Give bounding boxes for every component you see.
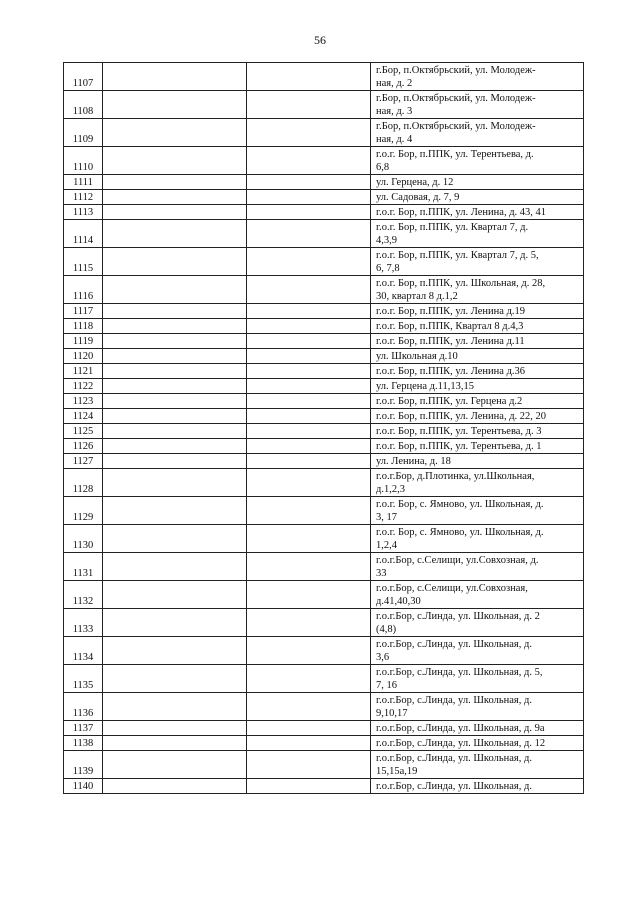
table-row [64, 721, 584, 736]
empty-cell [247, 220, 371, 248]
table-row [64, 439, 584, 454]
empty-cell [103, 334, 247, 349]
row-address-text: г.о.г.Бор, с.Линда, ул. Школьная, д. 3,6 [376, 639, 532, 663]
table-row [64, 751, 584, 779]
empty-cell [247, 439, 371, 454]
row-address-text: г.о.г. Бор, п.ППК, ул. Терентьева, д. 6,8 [376, 149, 534, 173]
table-row [64, 220, 584, 248]
empty-cell [247, 693, 371, 721]
empty-cell [247, 119, 371, 147]
empty-cell [247, 91, 371, 119]
table-row [64, 91, 584, 119]
table-row [64, 147, 584, 175]
row-number: 1114 [64, 220, 103, 248]
empty-cell [247, 190, 371, 205]
empty-cell [103, 469, 247, 497]
empty-cell [247, 394, 371, 409]
table-row [64, 276, 584, 304]
row-address [371, 779, 584, 794]
row-number: 1110 [64, 147, 103, 175]
row-address [371, 553, 584, 581]
row-number: 1108 [64, 91, 103, 119]
row-address-text: г.о.г. Бор, п.ППК, ул. Герцена д.2 [376, 396, 523, 407]
empty-cell [247, 379, 371, 394]
row-number: 1138 [64, 736, 103, 751]
row-address [371, 63, 584, 91]
row-address [371, 469, 584, 497]
empty-cell [247, 409, 371, 424]
row-address [371, 693, 584, 721]
empty-cell [103, 424, 247, 439]
row-address-text: ул. Герцена, д. 12 [376, 177, 454, 188]
row-address [371, 424, 584, 439]
row-number: 1139 [64, 751, 103, 779]
row-address [371, 525, 584, 553]
row-address-text: г.о.г.Бор, с.Селищи, ул.Совхозная, д. 33 [376, 555, 539, 579]
row-address-text: г.о.г. Бор, п.ППК, ул. Квартал 7, д. 4,3,9 [376, 222, 529, 246]
table-row [64, 394, 584, 409]
empty-cell [247, 334, 371, 349]
empty-cell [247, 497, 371, 525]
empty-cell [103, 175, 247, 190]
table-row [64, 349, 584, 364]
empty-cell [247, 721, 371, 736]
page-number: 56 [314, 33, 326, 47]
row-address-text: г.о.г.Бор, с.Линда, ул. Школьная, д. 5, 7, 16 [376, 667, 543, 691]
table-row [64, 609, 584, 637]
row-number: 1120 [64, 349, 103, 364]
row-number: 1107 [64, 63, 103, 91]
address-table-body [64, 63, 584, 794]
row-address-text: г.о.г. Бор, с. Ямново, ул. Школьная, д. 3, 17 [376, 499, 544, 523]
table-row [64, 424, 584, 439]
row-address [371, 454, 584, 469]
row-number: 1115 [64, 248, 103, 276]
table-row [64, 454, 584, 469]
table-row [64, 248, 584, 276]
empty-cell [103, 497, 247, 525]
row-address [371, 334, 584, 349]
row-address-text: ул. Ленина, д. 18 [376, 456, 451, 467]
empty-cell [103, 779, 247, 794]
table-row [64, 693, 584, 721]
row-address [371, 609, 584, 637]
row-address [371, 276, 584, 304]
table-row [64, 637, 584, 665]
empty-cell [247, 364, 371, 379]
row-number: 1119 [64, 334, 103, 349]
row-number: 1132 [64, 581, 103, 609]
empty-cell [247, 525, 371, 553]
row-address-text: ул. Герцена д.11,13,15 [376, 381, 474, 392]
row-address [371, 147, 584, 175]
empty-cell [103, 609, 247, 637]
row-address [371, 319, 584, 334]
row-address [371, 665, 584, 693]
empty-cell [103, 147, 247, 175]
empty-cell [103, 454, 247, 469]
row-address-text: г.о.г. Бор, п.ППК, ул. Ленина д.36 [376, 366, 526, 377]
row-address-text: г.о.г. Бор, п.ППК, ул. Ленина, д. 22, 20 [376, 411, 547, 422]
empty-cell [247, 175, 371, 190]
row-address-text: г.о.г. Бор, с. Ямново, ул. Школьная, д. 1,2,4 [376, 527, 544, 551]
empty-cell [103, 693, 247, 721]
row-number: 1131 [64, 553, 103, 581]
empty-cell [103, 205, 247, 220]
row-number: 1113 [64, 205, 103, 220]
row-address-text: г.о.г. Бор, п.ППК, ул. Квартал 7, д. 5, 6, 7,8 [376, 250, 539, 274]
row-address [371, 497, 584, 525]
row-address [371, 581, 584, 609]
row-address [371, 721, 584, 736]
row-address [371, 394, 584, 409]
table-row [64, 205, 584, 220]
empty-cell [103, 91, 247, 119]
row-address [371, 248, 584, 276]
empty-cell [103, 364, 247, 379]
empty-cell [103, 304, 247, 319]
empty-cell [103, 190, 247, 205]
row-number: 1125 [64, 424, 103, 439]
empty-cell [103, 553, 247, 581]
table-row [64, 379, 584, 394]
table-row [64, 334, 584, 349]
empty-cell [247, 424, 371, 439]
table-row [64, 304, 584, 319]
empty-cell [247, 454, 371, 469]
row-number: 1137 [64, 721, 103, 736]
row-address-text: г.о.г.Бор, с.Линда, ул. Школьная, д. 12 [376, 738, 546, 749]
row-address [371, 304, 584, 319]
empty-cell [247, 609, 371, 637]
empty-cell [103, 276, 247, 304]
row-number: 1128 [64, 469, 103, 497]
row-address-text: г.о.г.Бор, с.Линда, ул. Школьная, д. 15,15а,19 [376, 753, 532, 777]
row-address-text: г.о.г.Бор, д.Плотинка, ул.Школьная, д.1,2,3 [376, 471, 535, 495]
empty-cell [247, 665, 371, 693]
row-address-text: ул. Школьная д.10 [376, 351, 458, 362]
empty-cell [103, 665, 247, 693]
empty-cell [247, 779, 371, 794]
row-address-text: г.о.г. Бор, п.ППК, ул. Ленина д.11 [376, 336, 525, 347]
row-number: 1134 [64, 637, 103, 665]
empty-cell [103, 409, 247, 424]
empty-cell [247, 349, 371, 364]
row-address-text: г.о.г. Бор, п.ППК, ул. Ленина, д. 43, 41 [376, 207, 547, 218]
empty-cell [103, 220, 247, 248]
empty-cell [247, 276, 371, 304]
row-address [371, 205, 584, 220]
row-number: 1135 [64, 665, 103, 693]
row-address-text: г.о.г. Бор, п.ППК, ул. Терентьева, д. 3 [376, 426, 542, 437]
empty-cell [103, 119, 247, 147]
row-number: 1117 [64, 304, 103, 319]
table-row [64, 525, 584, 553]
table-row [64, 469, 584, 497]
row-address-text: г.Бор, п.Октябрьский, ул. Молодеж- ная, д. 2 [376, 65, 536, 89]
table-row [64, 779, 584, 794]
row-address [371, 751, 584, 779]
row-address-text: г.о.г.Бор, с.Линда, ул. Школьная, д. [376, 781, 532, 792]
row-number: 1123 [64, 394, 103, 409]
table-row [64, 581, 584, 609]
row-address-text: г.о.г. Бор, п.ППК, ул. Ленина д.19 [376, 306, 526, 317]
row-number: 1130 [64, 525, 103, 553]
row-address [371, 190, 584, 205]
empty-cell [247, 736, 371, 751]
empty-cell [247, 248, 371, 276]
row-number: 1122 [64, 379, 103, 394]
row-address-text: г.о.г. Бор, п.ППК, ул. Терентьева, д. 1 [376, 441, 542, 452]
row-number: 1109 [64, 119, 103, 147]
row-number: 1121 [64, 364, 103, 379]
row-address [371, 439, 584, 454]
table-row [64, 497, 584, 525]
row-number: 1118 [64, 319, 103, 334]
row-number: 1126 [64, 439, 103, 454]
row-address-text: г.Бор, п.Октябрьский, ул. Молодеж- ная, д. 4 [376, 121, 536, 145]
empty-cell [103, 394, 247, 409]
empty-cell [247, 63, 371, 91]
empty-cell [103, 63, 247, 91]
row-address-text: ул. Садовая, д. 7, 9 [376, 192, 460, 203]
row-address [371, 175, 584, 190]
row-address [371, 349, 584, 364]
empty-cell [247, 553, 371, 581]
row-number: 1136 [64, 693, 103, 721]
empty-cell [247, 304, 371, 319]
row-address [371, 409, 584, 424]
empty-cell [247, 319, 371, 334]
empty-cell [247, 637, 371, 665]
empty-cell [103, 581, 247, 609]
empty-cell [103, 525, 247, 553]
row-address-text: г.о.г.Бор, с.Линда, ул. Школьная, д. 9,10,17 [376, 695, 532, 719]
empty-cell [103, 349, 247, 364]
empty-cell [103, 319, 247, 334]
empty-cell [247, 469, 371, 497]
row-address-text: г.о.г. Бор, п.ППК, Квартал 8 д.4,3 [376, 321, 524, 332]
row-address-text: г.Бор, п.Октябрьский, ул. Молодеж- ная, д. 3 [376, 93, 536, 117]
row-address [371, 91, 584, 119]
table-row [64, 119, 584, 147]
table-row [64, 190, 584, 205]
empty-cell [103, 248, 247, 276]
row-address [371, 364, 584, 379]
table-row [64, 175, 584, 190]
row-address-text: г.о.г. Бор, п.ППК, ул. Школьная, д. 28, 30, квартал 8 д.1,2 [376, 278, 546, 302]
empty-cell [103, 751, 247, 779]
row-number: 1133 [64, 609, 103, 637]
row-number: 1111 [64, 175, 103, 190]
empty-cell [247, 147, 371, 175]
empty-cell [247, 581, 371, 609]
row-address [371, 220, 584, 248]
table-row [64, 319, 584, 334]
row-number: 1129 [64, 497, 103, 525]
address-table [63, 62, 584, 794]
table-row [64, 364, 584, 379]
row-address-text: г.о.г.Бор, с.Селищи, ул.Совхозная, д.41,40,30 [376, 583, 528, 607]
row-number: 1140 [64, 779, 103, 794]
row-address [371, 637, 584, 665]
empty-cell [103, 721, 247, 736]
table-row [64, 63, 584, 91]
empty-cell [247, 205, 371, 220]
row-address [371, 379, 584, 394]
empty-cell [103, 379, 247, 394]
row-address [371, 736, 584, 751]
empty-cell [103, 439, 247, 454]
row-number: 1124 [64, 409, 103, 424]
table-row [64, 736, 584, 751]
row-number: 1127 [64, 454, 103, 469]
empty-cell [103, 736, 247, 751]
row-number: 1112 [64, 190, 103, 205]
empty-cell [103, 637, 247, 665]
row-address [371, 119, 584, 147]
row-number: 1116 [64, 276, 103, 304]
table-row [64, 553, 584, 581]
table-row [64, 665, 584, 693]
row-address-text: г.о.г.Бор, с.Линда, ул. Школьная, д. 2 (4,8) [376, 611, 540, 635]
table-row [64, 409, 584, 424]
empty-cell [247, 751, 371, 779]
row-address-text: г.о.г.Бор, с.Линда, ул. Школьная, д. 9а [376, 723, 545, 734]
